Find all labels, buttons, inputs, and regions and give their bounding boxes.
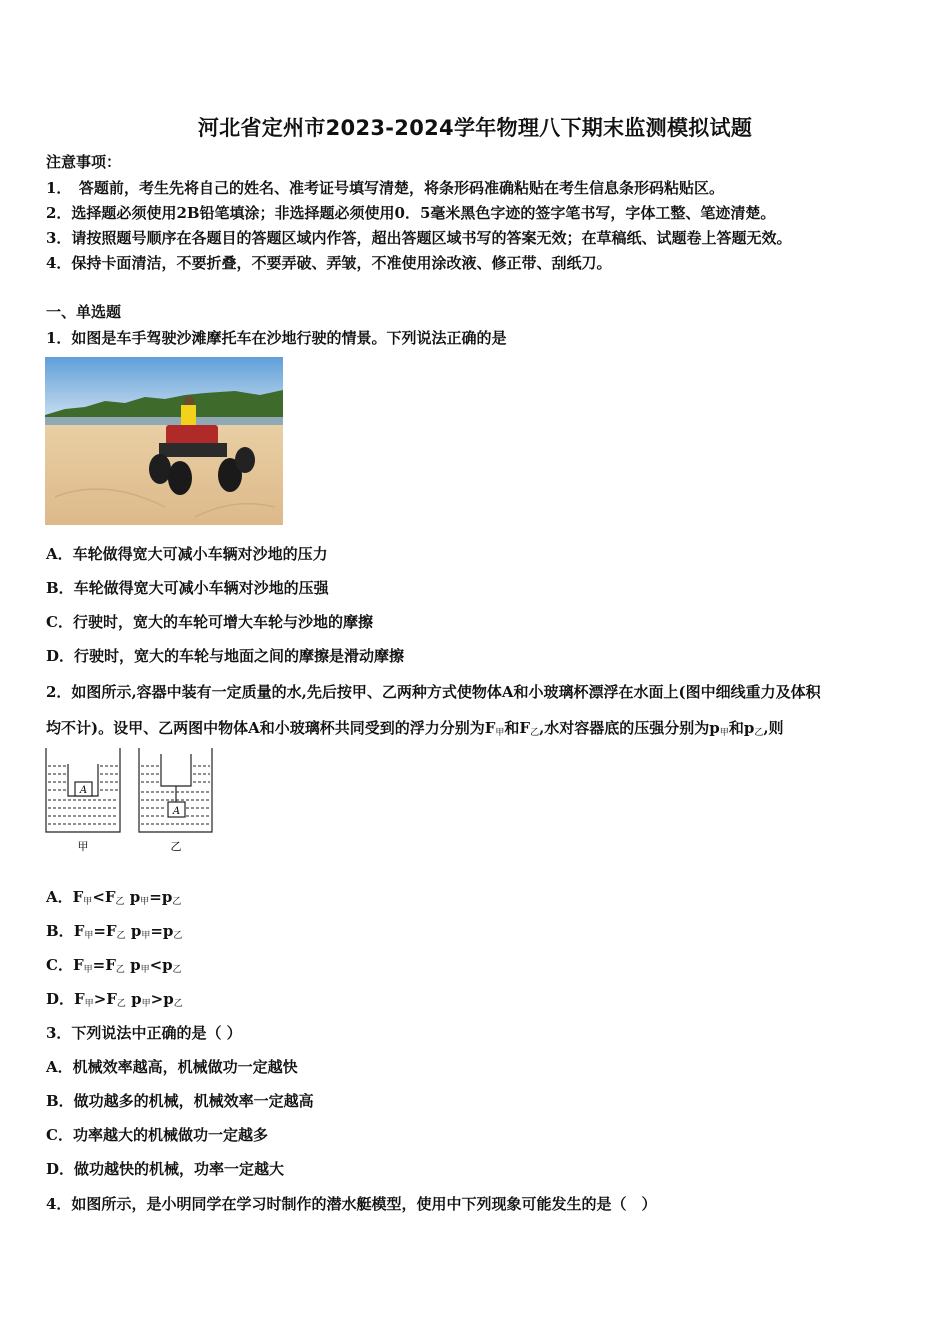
notice-item-4: 4．保持卡面清洁，不要折叠，不要弄破、弄皱，不准使用涂改液、修正带、刮纸刀。: [46, 254, 612, 272]
section-heading: 一、单选题: [46, 303, 122, 321]
figure-label-jia: 甲: [77, 840, 89, 853]
q1-option-a: A．车轮做得宽大可减小车辆对沙地的压力: [46, 545, 328, 563]
block-a-label-right: A: [172, 806, 181, 817]
question-2-stem-line2: 均不计)。设甲、乙两图中物体A和小玻璃杯共同受到的浮力分别为$F_甲$和$F_乙$,水对容器底的压强分别为$p_甲$和$p_乙$,则: [46, 719, 784, 738]
q3-option-a: A．机械效率越高，机械做功一定越快: [46, 1058, 298, 1076]
q3-option-c: C．功率越大的机械做功一定越多: [46, 1126, 268, 1144]
atv-beach-photo: [45, 357, 283, 525]
notice-item-3: 3．请按照题号顺序在各题目的答题区域内作答，超出答题区域书写的答案无效；在草稿纸、试题卷上答题无效。: [46, 229, 792, 247]
q2-option-c: C．$F_甲=F_乙$ $p_甲<p_乙$: [46, 956, 182, 975]
page-title: 河北省定州市2023-2024学年物理八下期末监测模拟试题: [197, 116, 753, 140]
beaker-yi: [139, 748, 212, 832]
notice-item-1: 1． 答题前，考生先将自己的姓名、准考证号填写清楚，将条形码准确粘贴在考生信息条形码粘贴区。: [46, 179, 724, 197]
q2-option-b: B．$F_甲=F_乙$ $p_甲=p_乙$: [46, 922, 183, 941]
q3-option-d: D．做功越快的机械，功率一定越大: [46, 1160, 285, 1178]
question-2-stem-line1: 2．如图所示,容器中装有一定质量的水,先后按甲、乙两种方式使物体A和小玻璃杯漂浮在水面上(图中细线重力及体积: [46, 683, 821, 701]
q1-option-c: C．行驶时，宽大的车轮可增大车轮与沙地的摩擦: [46, 613, 373, 631]
question-3-stem: 3．下列说法中正确的是（ ）: [46, 1024, 242, 1042]
q1-option-b: B．车轮做得宽大可减小车辆对沙地的压强: [46, 579, 329, 597]
figure-label-yi: 乙: [170, 840, 182, 853]
q2-option-d: D．$F_甲>F_乙$ $p_甲>p_乙$: [46, 990, 183, 1009]
q2-option-a: A．$F_甲<F_乙$ $p_甲=p_乙$: [46, 888, 182, 907]
question-1-stem: 1．如图是车手驾驶沙滩摩托车在沙地行驶的情景。下列说法正确的是: [46, 329, 507, 347]
notice-item-2: 2．选择题必须使用2B铅笔填涂；非选择题必须使用0．5毫米黑色字迹的签字笔书写，字体工整、笔迹清楚。: [46, 204, 776, 222]
q3-option-b: B．做功越多的机械，机械效率一定越高: [46, 1092, 314, 1110]
notice-heading: 注意事项：: [46, 153, 122, 171]
q1-option-d: D．行驶时，宽大的车轮与地面之间的摩擦是滑动摩擦: [46, 647, 405, 665]
question-4-stem: 4．如图所示，是小明同学在学习时制作的潜水艇模型，使用中下列现象可能发生的是（ ）: [46, 1195, 657, 1213]
block-a-label-left: A: [79, 785, 88, 796]
beaker-figure: [42, 744, 217, 856]
